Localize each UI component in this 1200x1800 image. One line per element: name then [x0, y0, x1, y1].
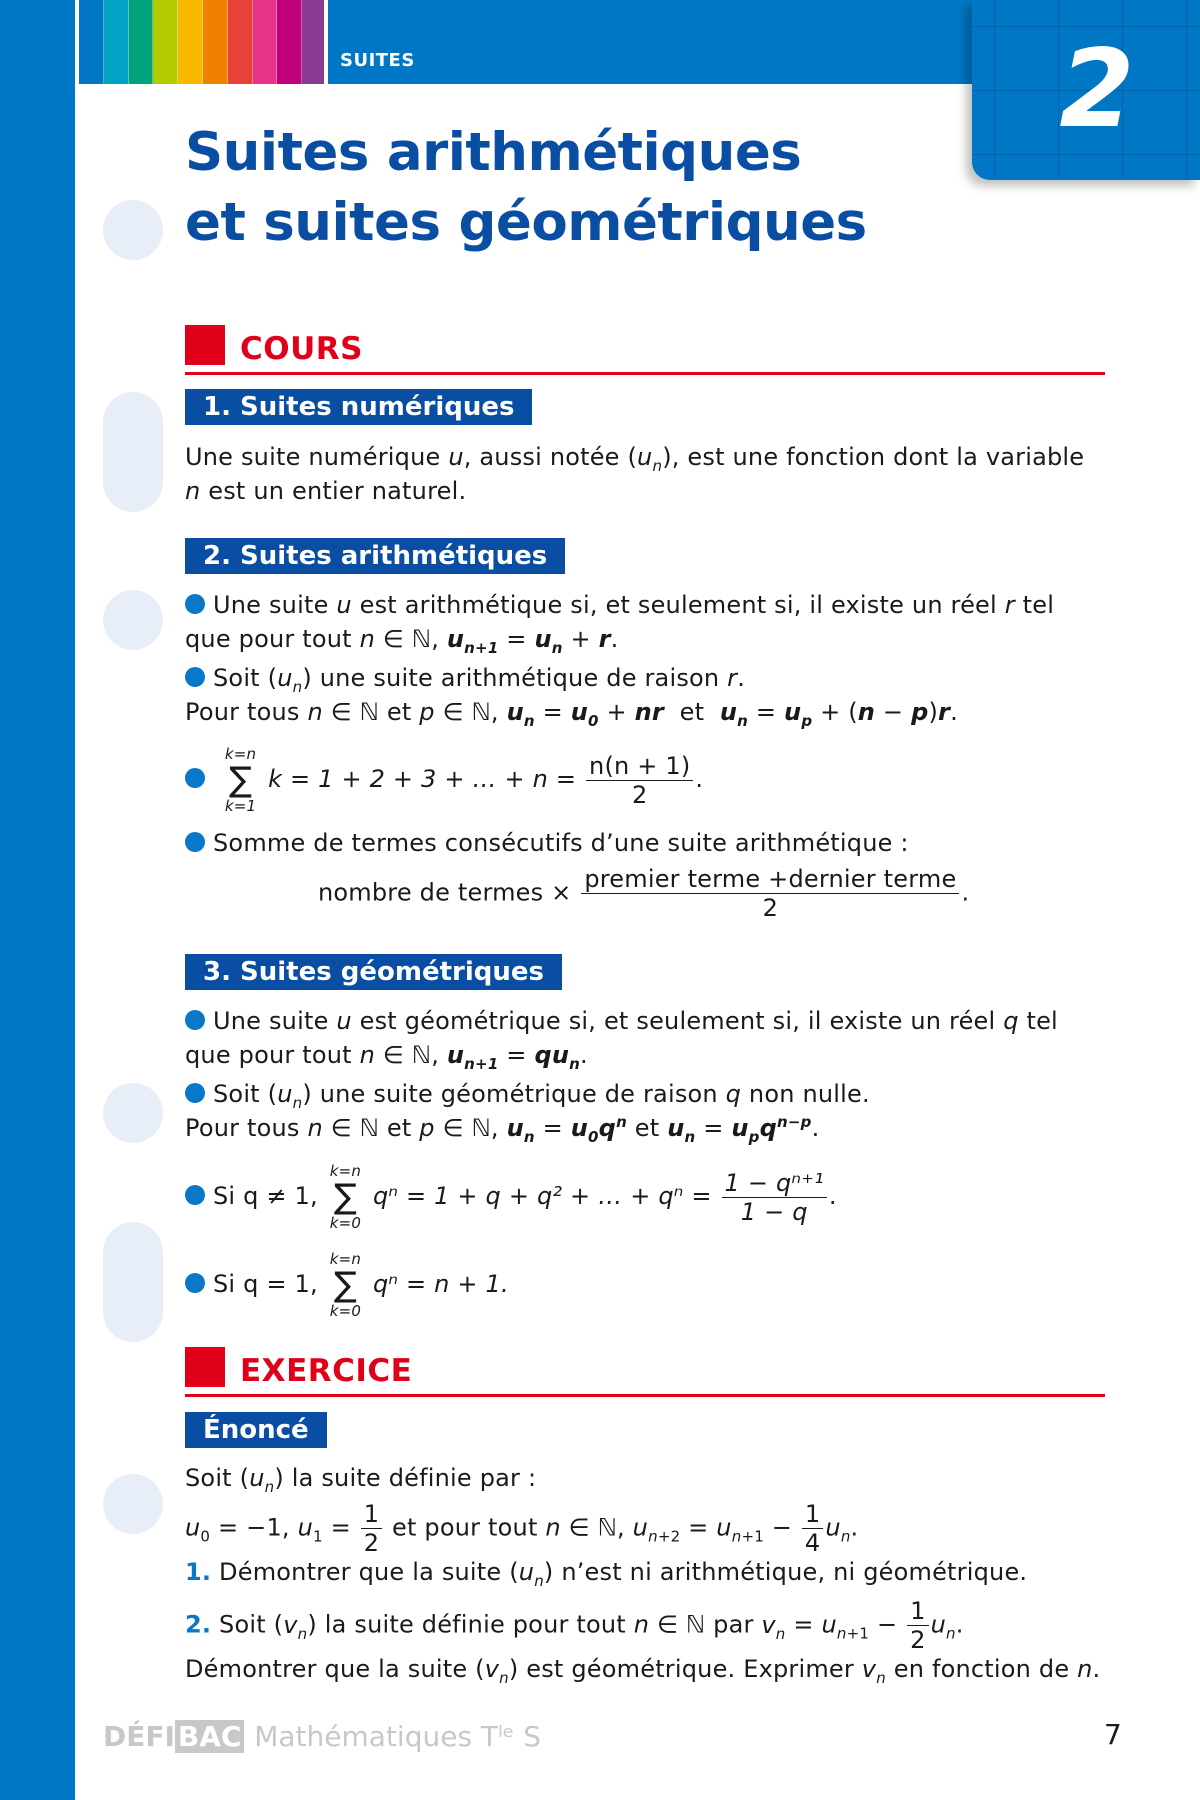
sum-expression: qⁿ = n + 1.	[372, 1270, 509, 1298]
s3-bullet-3: Si q ≠ 1, k=n ∑ k=0 qⁿ = 1 + q + q² + … + qⁿ = $\frac{\text{1 − qⁿ⁺¹}}{1 - q}$ .	[185, 1162, 837, 1232]
fraction	[907, 1597, 928, 1654]
exercise-intro: Soit $(u_n)$ la suite définie par :	[185, 1464, 537, 1496]
binder-hole-decoration	[103, 200, 163, 260]
sum-upper-limit: k=n	[224, 745, 257, 763]
text: Si q = 1,	[213, 1270, 318, 1298]
page-number: 7	[1104, 1718, 1122, 1751]
numerator: 1 − qⁿ⁺¹	[722, 1169, 827, 1198]
var-u: u	[637, 443, 653, 471]
fraction	[361, 1500, 382, 1557]
fraction	[722, 1169, 827, 1226]
denominator: 1 − q	[740, 1197, 808, 1226]
text: nombre de termes ×	[318, 878, 572, 907]
question-number: 2.	[185, 1610, 212, 1639]
color-band	[253, 0, 278, 84]
heading-enonce: Énoncé	[185, 1412, 327, 1448]
s2-sum-formula: nombre de termes × $\frac{\text{premier terme +dernier terme}}{2}$ .	[318, 865, 970, 922]
color-band	[228, 0, 253, 84]
binder-hole-decoration	[103, 590, 163, 650]
sum-expression: qⁿ = 1 + q + q² + … + qⁿ =	[372, 1182, 712, 1210]
numerator: premier terme +dernier terme	[581, 865, 959, 894]
denominator: 2	[363, 1529, 380, 1557]
page-title	[185, 118, 867, 258]
exercise-definition: $u_0 = -1$, $u_1$ = $\frac{1}{2}$ et pour tout n ∈ ℕ, $u_{n+2} = u_{n+1}$ − $\frac{1}{4}$ $u_n$.	[185, 1500, 859, 1557]
denominator: 2	[910, 1626, 926, 1654]
sum-expression: k = 1 + 2 + 3 + … + n =	[268, 765, 577, 793]
bullet-icon	[185, 768, 205, 788]
question-1: 1. Démontrer que la suite $(u_n)$ n’est ni arithmétique, ni géométrique.	[185, 1558, 1028, 1590]
denominator: 4	[804, 1529, 821, 1557]
var-u: u	[448, 443, 464, 471]
heading-suites-arithmetiques: 2. Suites arithmétiques	[185, 538, 565, 574]
subscript-n: n	[652, 456, 663, 475]
color-strip	[79, 0, 327, 84]
sigma-sum	[330, 1250, 361, 1320]
numerator: 1	[907, 1597, 928, 1626]
color-band	[104, 0, 129, 84]
sum-lower-limit: k=1	[224, 797, 257, 815]
fraction	[802, 1500, 823, 1557]
bullet-icon	[185, 1185, 205, 1205]
exercice-label: EXERCICE	[240, 1353, 413, 1389]
chapter-tab	[972, 0, 1200, 180]
red-square-icon	[185, 1347, 225, 1387]
page-title-line1: Suites arithmétiques	[185, 122, 802, 183]
sigma-sum	[330, 1162, 361, 1232]
sigma-icon: ∑	[333, 1265, 357, 1305]
text: , aussi notée (	[463, 443, 638, 471]
var-n: n	[185, 477, 201, 505]
text: est un entier naturel.	[200, 477, 467, 505]
s1-paragraph	[185, 440, 1084, 508]
denominator: 2	[762, 894, 779, 922]
question-number: 1.	[185, 1558, 212, 1586]
sum-upper-limit: k=n	[329, 1250, 362, 1268]
color-band	[203, 0, 228, 84]
heading-suites-geometriques: 3. Suites géométriques	[185, 954, 562, 990]
color-band	[178, 0, 203, 84]
chapter-number: 2	[1059, 27, 1135, 152]
numerator: 1	[802, 1500, 823, 1529]
bullet-icon	[185, 832, 205, 852]
s2-bullet-1: Une suite u est arithmétique si, et seulement si, il existe un réel r tel que pour tout n ∈ ℕ, $u_{n+1} = u_n + r$.	[185, 591, 1055, 657]
sum-lower-limit: k=0	[329, 1214, 362, 1232]
sum-upper-limit: k=n	[329, 1162, 362, 1180]
cours-header	[185, 331, 1105, 375]
red-square-icon	[185, 325, 225, 365]
color-band	[129, 0, 154, 84]
cours-label: COURS	[240, 331, 363, 367]
page-title-line2: et suites géométriques	[185, 192, 867, 253]
sigma-sum	[225, 745, 256, 815]
sum-lower-limit: k=0	[329, 1302, 362, 1320]
binder-hole-decoration	[103, 1222, 163, 1342]
exercice-header	[185, 1353, 1105, 1397]
bullet-icon	[185, 1083, 205, 1103]
binder-hole-decoration	[103, 1474, 163, 1534]
text: ), est une fonction dont la variable	[662, 443, 1085, 471]
s2-bullet-3: k=n ∑ k=1 k = 1 + 2 + 3 + … + n = $\frac{n(n + 1)}{2}$ .	[185, 745, 703, 815]
s2-bullet-4	[185, 826, 909, 860]
s3-bullet-1: Une suite u est géométrique si, et seulement si, il existe un réel q tel que pour tout n ∈ ℕ, $u_{n+1} = qu_n$.	[185, 1007, 1058, 1073]
heading-suites-numeriques: 1. Suites numériques	[185, 389, 532, 425]
left-margin-bar	[0, 0, 75, 1800]
brand-subject: Mathématiques Tˡᵉ S	[254, 1720, 542, 1753]
fraction	[586, 752, 693, 809]
footer-brand	[103, 1720, 541, 1753]
text: Une suite numérique	[185, 443, 449, 471]
s2-bullet-2: Soit $(u_n)$ une suite arithmétique de raison r. Pour tous n ∈ ℕ et p ∈ ℕ, $u_n = u_0$ + nr et $u_n = u_p + (n - p)r$.	[185, 664, 958, 730]
s3-bullet-4	[185, 1250, 509, 1320]
denominator: 2	[631, 780, 648, 809]
color-band	[277, 0, 302, 84]
numerator: 1	[361, 1500, 382, 1529]
question-2: 2. Soit $(v_n)$ la suite définie pour tout n ∈ ℕ par $v_n = u_{n+1}$ − $\frac{1}{2}$ $u_n$.	[185, 1597, 964, 1654]
s3-bullet-2: Soit $(u_n)$ une suite géométrique de raison q non nulle. Pour tous n ∈ ℕ et p ∈ ℕ, $u_n = u_0q^n$ et $u_n = u_pq^{n-p}$.	[185, 1080, 870, 1146]
brand-bac: BAC	[175, 1720, 245, 1753]
brand-defi: DÉFI	[103, 1720, 175, 1753]
bullet-icon	[185, 667, 205, 687]
numerator: n(n + 1)	[586, 752, 693, 781]
binder-hole-decoration	[103, 392, 163, 512]
section-label: SUITES	[340, 50, 415, 71]
text: Si q ≠ 1,	[213, 1182, 318, 1210]
question-2-line-2: Démontrer que la suite $(v_n)$ est géométrique. Exprimer $v_n$ en fonction de n.	[185, 1655, 1101, 1687]
bullet-icon	[185, 594, 205, 614]
bullet-icon	[185, 1273, 205, 1293]
bullet-icon	[185, 1010, 205, 1030]
sigma-icon: ∑	[228, 760, 253, 800]
text: Somme de termes consécutifs d’une suite arithmétique :	[213, 829, 909, 857]
sigma-icon: ∑	[333, 1177, 357, 1217]
color-band	[79, 0, 104, 84]
binder-hole-decoration	[103, 1083, 163, 1143]
fraction	[581, 865, 959, 922]
color-band	[153, 0, 178, 84]
